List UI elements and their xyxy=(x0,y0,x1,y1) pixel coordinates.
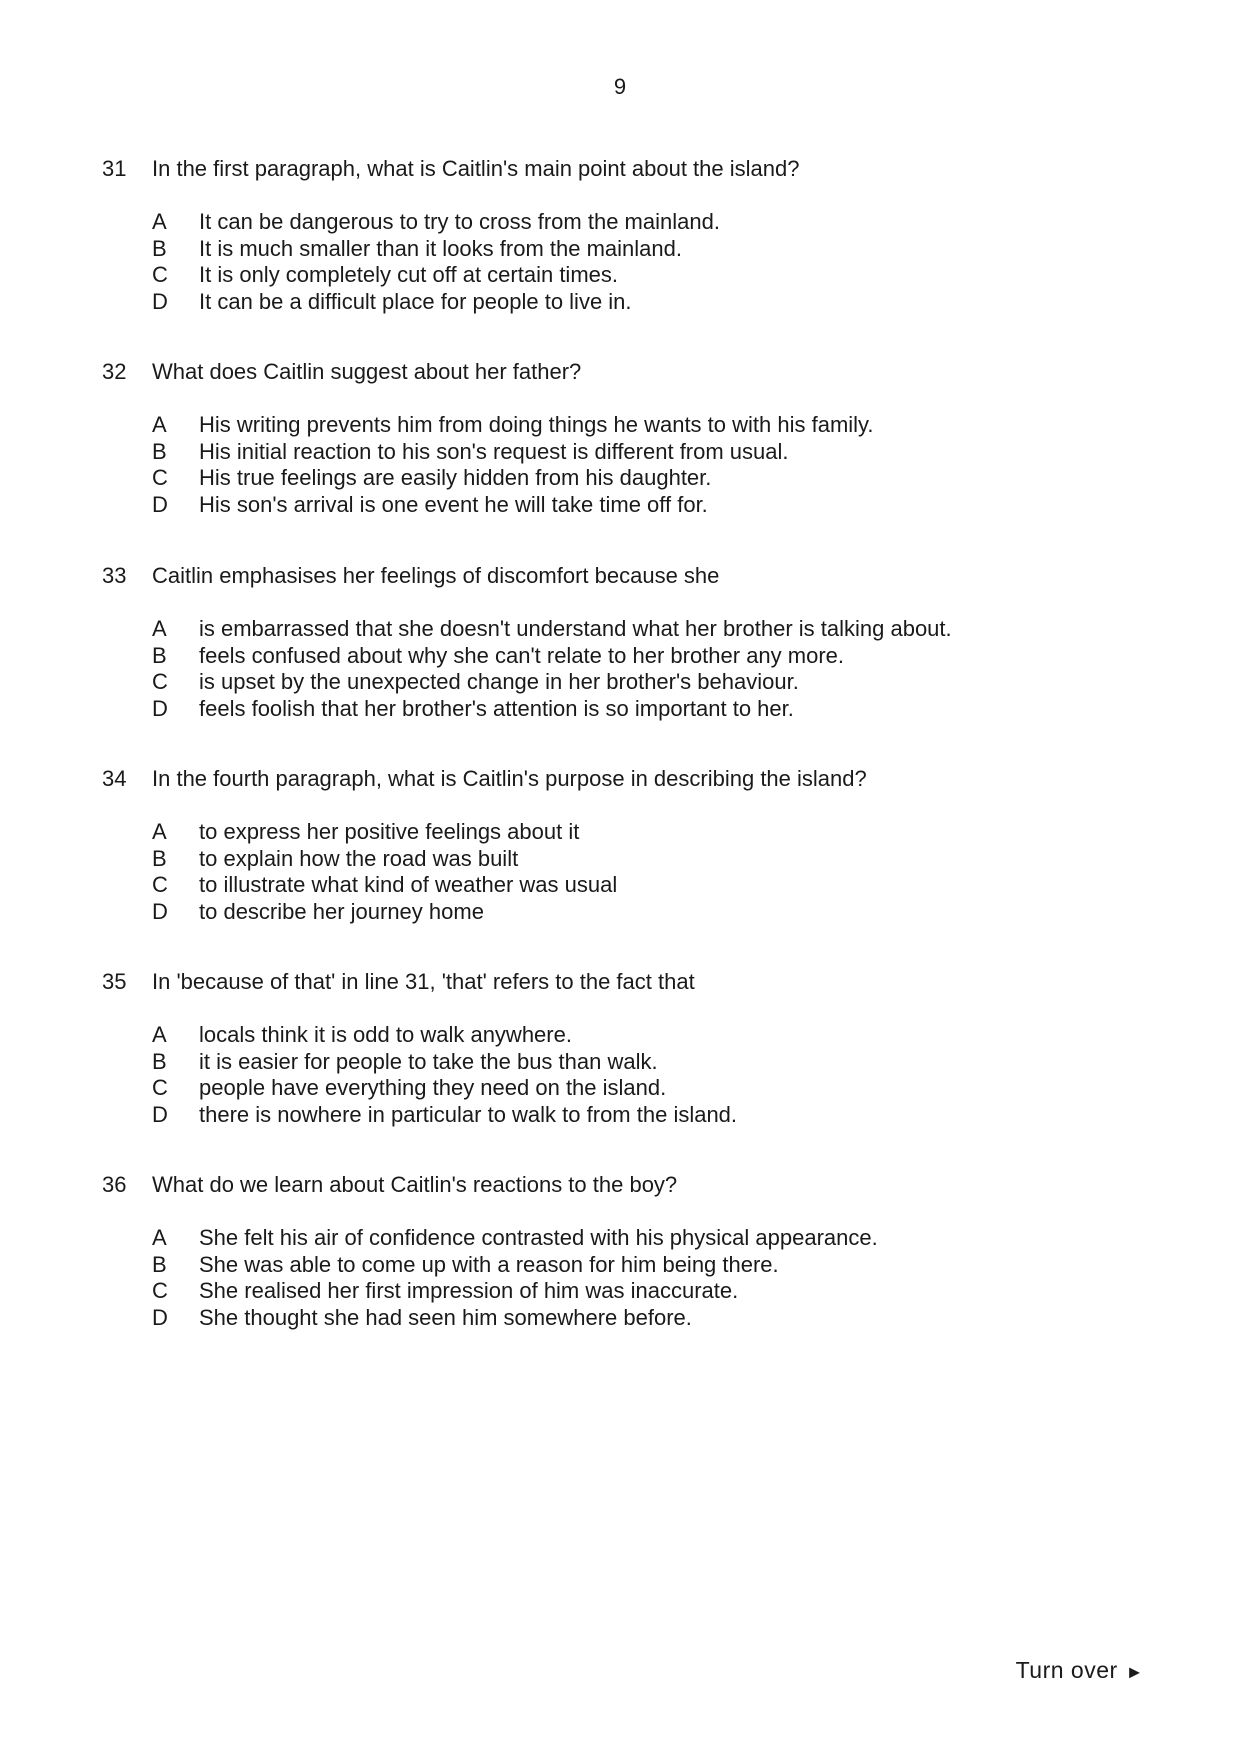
option-text: feels foolish that her brother's attention is so important to her. xyxy=(199,695,794,721)
option-text: His initial reaction to his son's request is different from usual. xyxy=(199,438,789,464)
option-text: His writing prevents him from doing things he wants to with his family. xyxy=(199,412,874,437)
option-letter: C xyxy=(152,669,168,694)
page-number: 9 xyxy=(613,74,627,99)
option-b[interactable] xyxy=(0,1252,1240,1279)
option-text: It can be a difficult place for people to live in. xyxy=(199,288,632,314)
option-a[interactable] xyxy=(0,1225,1240,1252)
option-b[interactable] xyxy=(0,643,1240,670)
question-header xyxy=(0,1171,1240,1199)
option-a[interactable] xyxy=(0,819,1240,846)
question-32 xyxy=(0,358,1240,518)
question-text: Caitlin emphasises her feelings of discomfort because she xyxy=(152,563,720,588)
option-d[interactable] xyxy=(0,289,1240,316)
option-text: His son's arrival is one event he will take time off for. xyxy=(199,491,708,517)
option-letter: C xyxy=(152,262,168,287)
question-number: 36 xyxy=(102,1172,127,1197)
option-letter: B xyxy=(152,438,167,464)
option-a[interactable] xyxy=(0,1022,1240,1049)
option-text: She was able to come up with a reason for him being there. xyxy=(199,1251,779,1277)
option-text: there is nowhere in particular to walk to from the island. xyxy=(199,1101,738,1127)
question-number: 32 xyxy=(102,359,127,384)
option-letter: D xyxy=(152,695,168,721)
option-letter: D xyxy=(152,491,168,517)
option-d[interactable] xyxy=(0,1102,1240,1129)
option-text: is upset by the unexpected change in her brother's behaviour. xyxy=(199,669,799,694)
option-b[interactable] xyxy=(0,439,1240,466)
turn-over-label: Turn over xyxy=(1015,1657,1118,1683)
answer-options xyxy=(0,412,1240,518)
option-a[interactable] xyxy=(0,209,1240,236)
question-number: 31 xyxy=(102,156,127,181)
question-text: In the first paragraph, what is Caitlin's main point about the island? xyxy=(152,156,800,181)
question-number: 34 xyxy=(102,766,127,791)
option-text: to explain how the road was built xyxy=(199,845,519,871)
question-34 xyxy=(0,765,1240,925)
option-text: It can be dangerous to try to cross from the mainland. xyxy=(199,209,720,234)
option-text: It is only completely cut off at certain times. xyxy=(199,262,618,287)
question-35 xyxy=(0,968,1240,1128)
answer-options xyxy=(0,1022,1240,1128)
question-text: What do we learn about Caitlin's reactions to the boy? xyxy=(152,1172,678,1197)
option-d[interactable] xyxy=(0,696,1240,723)
option-text: It is much smaller than it looks from the mainland. xyxy=(199,235,682,261)
answer-options xyxy=(0,819,1240,925)
option-text: She thought she had seen him somewhere before. xyxy=(199,1304,692,1330)
question-header xyxy=(0,155,1240,183)
question-header xyxy=(0,358,1240,386)
option-text: to illustrate what kind of weather was usual xyxy=(199,872,618,897)
option-c[interactable] xyxy=(0,669,1240,696)
option-letter: B xyxy=(152,1048,167,1074)
answer-options xyxy=(0,1225,1240,1331)
option-text: to describe her journey home xyxy=(199,898,484,924)
option-a[interactable] xyxy=(0,616,1240,643)
turn-over-indicator xyxy=(1016,1656,1144,1686)
option-b[interactable] xyxy=(0,236,1240,263)
option-letter: C xyxy=(152,465,168,490)
option-letter: A xyxy=(152,616,167,641)
option-letter: D xyxy=(152,288,168,314)
question-header xyxy=(0,968,1240,996)
option-letter: A xyxy=(152,412,167,437)
option-letter: C xyxy=(152,1075,168,1100)
option-letter: B xyxy=(152,235,167,261)
option-letter: C xyxy=(152,872,168,897)
option-c[interactable] xyxy=(0,872,1240,899)
option-b[interactable] xyxy=(0,1049,1240,1076)
question-31 xyxy=(0,155,1240,315)
option-d[interactable] xyxy=(0,899,1240,926)
option-letter: A xyxy=(152,1225,167,1250)
option-text: to express her positive feelings about it xyxy=(199,819,580,844)
option-letter: A xyxy=(152,1022,167,1047)
option-letter: B xyxy=(152,1251,167,1277)
option-d[interactable] xyxy=(0,492,1240,519)
option-a[interactable] xyxy=(0,412,1240,439)
question-text: In the fourth paragraph, what is Caitlin's purpose in describing the island? xyxy=(152,766,867,791)
answer-options xyxy=(0,209,1240,315)
option-letter: B xyxy=(152,642,167,668)
option-letter: D xyxy=(152,1304,168,1330)
answer-options xyxy=(0,616,1240,722)
option-letter: D xyxy=(152,898,168,924)
question-33 xyxy=(0,562,1240,722)
option-letter: B xyxy=(152,845,167,871)
option-text: people have everything they need on the island. xyxy=(199,1075,667,1100)
option-letter: A xyxy=(152,209,167,234)
question-text: What does Caitlin suggest about her father? xyxy=(152,359,582,384)
option-text: She felt his air of confidence contrasted with his physical appearance. xyxy=(199,1225,878,1250)
question-header xyxy=(0,562,1240,590)
option-letter: D xyxy=(152,1101,168,1127)
option-c[interactable] xyxy=(0,262,1240,289)
option-text: is embarrassed that she doesn't understand what her brother is talking about. xyxy=(199,616,952,641)
play-arrow-icon: ► xyxy=(1125,1662,1144,1682)
option-text: locals think it is odd to walk anywhere. xyxy=(199,1022,572,1047)
option-c[interactable] xyxy=(0,465,1240,492)
option-text: it is easier for people to take the bus than walk. xyxy=(199,1048,658,1074)
option-c[interactable] xyxy=(0,1075,1240,1102)
question-36 xyxy=(0,1171,1240,1331)
question-text: In 'because of that' in line 31, 'that' refers to the fact that xyxy=(152,969,695,994)
question-number: 33 xyxy=(102,563,127,588)
option-b[interactable] xyxy=(0,846,1240,873)
option-d[interactable] xyxy=(0,1305,1240,1332)
option-text: She realised her first impression of him was inaccurate. xyxy=(199,1278,739,1303)
option-letter: C xyxy=(152,1278,168,1303)
option-c[interactable] xyxy=(0,1278,1240,1305)
question-header xyxy=(0,765,1240,793)
option-text: feels confused about why she can't relate to her brother any more. xyxy=(199,642,845,668)
option-text: His true feelings are easily hidden from his daughter. xyxy=(199,465,712,490)
option-letter: A xyxy=(152,819,167,844)
question-number: 35 xyxy=(102,969,127,994)
